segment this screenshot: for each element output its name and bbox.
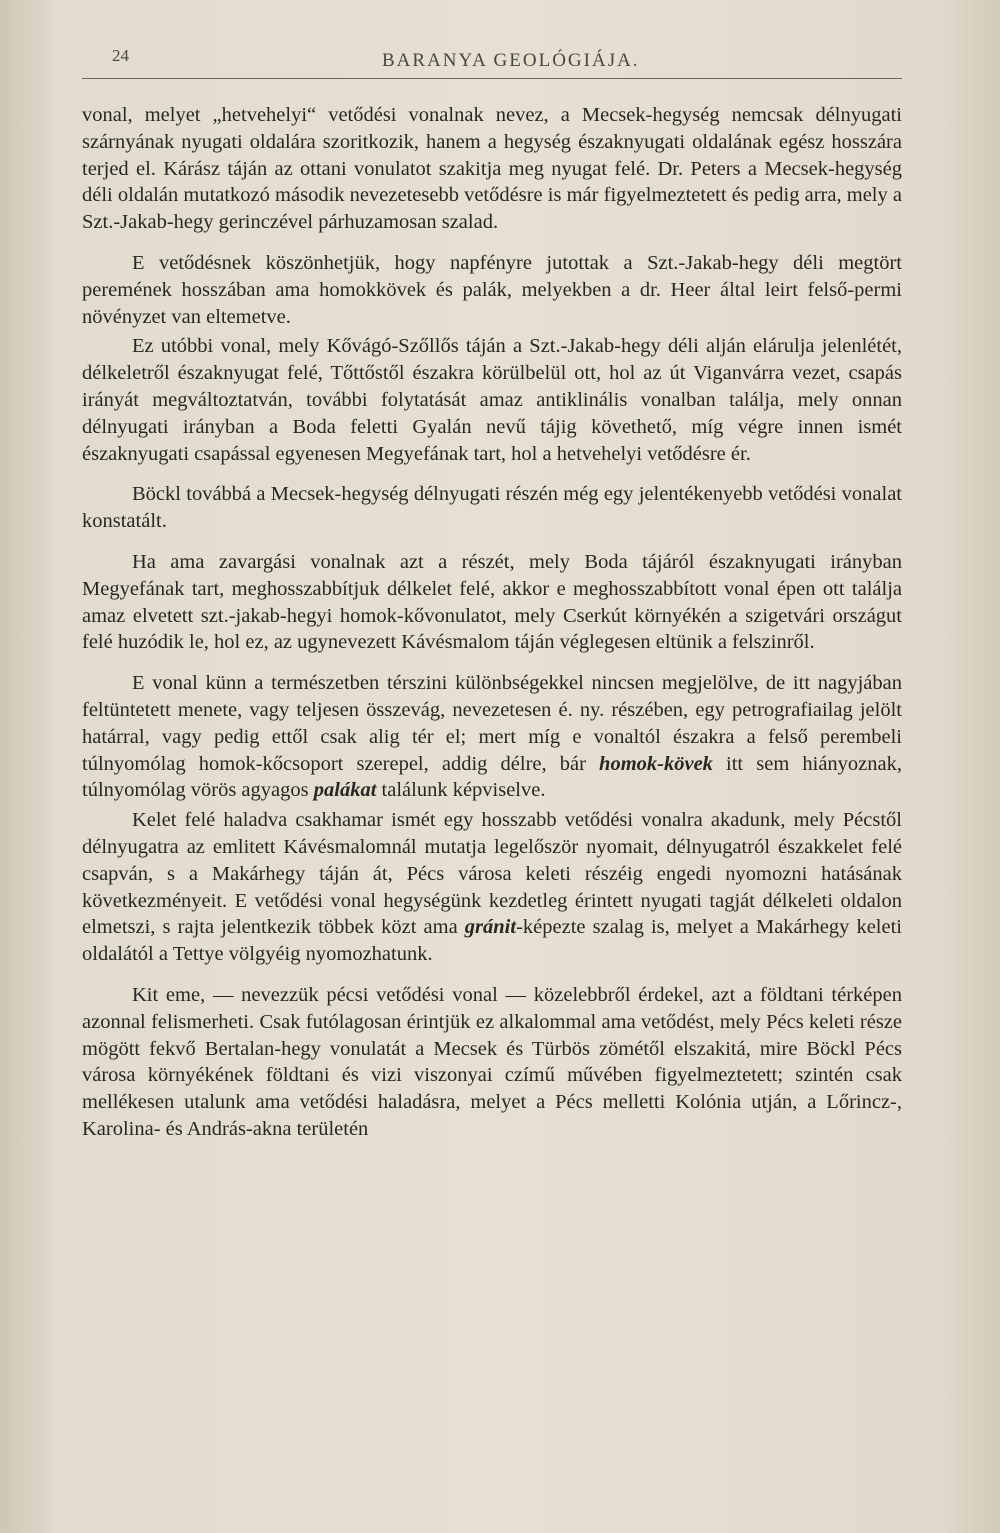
paragraph-4: Böckl továbbá a Mecsek-hegység délnyugati részén még egy jelentékenyebb vetődési vonalat konstatált.	[82, 483, 902, 533]
paragraph-3: Ez utóbbi vonal, mely Kővágó-Szőllős táján a Szt.-Jakab-hegy déli alján elárulja jelenlétét, délkeletről északnyugat felé, Tőttőstől északra körülbelül ott, hol az út Viganvárra vezet, csapás irányát megváltoztatván, további folytatását amaz antiklinális vonalban találja, mely onnan délnyugati irányban a Boda feletti Gyalán nevű tájig követhető, míg végre innen ismét északnyugati csapással egyenesen Megyefának tart, hol a hetvehelyi vetődésre ér.	[82, 335, 902, 465]
paragraph-6-text-c: találunk képviselve.	[376, 779, 546, 802]
running-header	[82, 44, 902, 79]
page-number: 24	[112, 46, 129, 65]
paragraph-8: Kit eme, — nevezzük pécsi vetődési vonal — közelebbről érdekel, azt a földtani térképen azonnal felismerheti. Csak futólagosan érintjük ez alkalommal ama vetődést, mely Pécs keleti része mögött fekvő Bertalan-hegy vonulatát a Mecsek és Türbös zömétől elszakitá, mire Böckl Pécs városa környékének földtani és vizi viszonyai czímű művében figyelmeztetett; szintén csak mellékesen utalunk ama vetődési haladásra, melyet a Pécs melletti Kolónia utján, a Lőrincz-, Karolina- és András-akna területén	[82, 983, 902, 1140]
body-text	[82, 102, 902, 1157]
paragraph-7-text-a: Kelet felé haladva csakhamar ismét egy hosszabb vetődési vonalra akadunk, mely Pécstől délnyugatra az emlitett Kávésmalomnál mutatja legelőször nyomait, délnyugatról északkelet felé csapván, s a Makárhegy táján át, Pécs városa keleti részéig engedi nyomozni hatásának következményeit. E vetődési vonal hegységünk kezdetleg érintett nyugati tagját délkeleti oldalon elmetszi, s rajta jelentkezik többek közt ama	[82, 809, 902, 939]
paragraph-7	[82, 807, 902, 968]
paragraph-5: Ha ama zavargási vonalnak azt a részét, mely Boda tájáról északnyugati irányban Megyefának tart, meghosszabbítjuk délkelet felé, akkor e meghosszabbított vonal épen ott találja amaz elvetett szt.-jakab-hegyi homok-kővonulatot, mely Cserkút környékén a szigetvári országut felé huzódik le, hol ez, az ugynevezett Kávésmalom táján véglegesen eltünik a felszinről.	[82, 550, 902, 654]
paragraph-6	[82, 670, 902, 804]
paragraph-7-text-b: -képezte szalag is, melyet a Makárhegy keleti oldalától a Tettye völgyéig nyomozhatunk.	[82, 916, 902, 966]
paragraph-6-emphasis-homok-kovek: homok-kövek	[599, 752, 713, 775]
paragraph-6-text-b: itt sem hiányoznak, túlnyomólag vörös agyagos	[82, 752, 902, 802]
running-title: BARANYA GEOLÓGIÁJA.	[382, 50, 640, 71]
paragraph-1: vonal, melyet „hetvehelyi“ vetődési vonalnak nevez, a Mecsek-hegység nemcsak délnyugati szárnyának nyugati oldalára szoritkozik, hanem a hegység északnyugati oldalának egész hosszára terjed el. Kárász táján az ottani vonulatot szakitja meg nyugat felé. Dr. Peters a Mecsek-hegység déli oldalán mutatkozó második nevezetesebb vetődésre is már figyelmeztetett és pedig arra, mely a Szt.-Jakab-hegy gerinczével párhuzamosan szalad.	[82, 104, 902, 234]
paragraph-6-text-a: E vonal künn a természetben térszini különbségekkel nincsen megjelölve, de itt nagyjában feltüntetett menete, vagy teljesen összevág, nevezetesen é. ny. részében, egy petrografiailag jelölt határral, vagy pedig ettől csak alig tér el; mert míg e vonaltól északra a felső perembeli túlnyomólag homok-kőcsoport szerepel, addig délre, bár	[82, 672, 902, 775]
paragraph-6-emphasis-palakat: palákat	[313, 779, 377, 802]
paragraph-7-emphasis-granit: gránit	[464, 916, 517, 939]
paragraph-2: E vetődésnek köszönhetjük, hogy napfényre jutottak a Szt.-Jakab-hegy déli megtört peremének hosszában ama homokkövek és palák, melyekben a dr. Heer által leirt felső-permi növényzet van eltemetve.	[82, 251, 902, 328]
